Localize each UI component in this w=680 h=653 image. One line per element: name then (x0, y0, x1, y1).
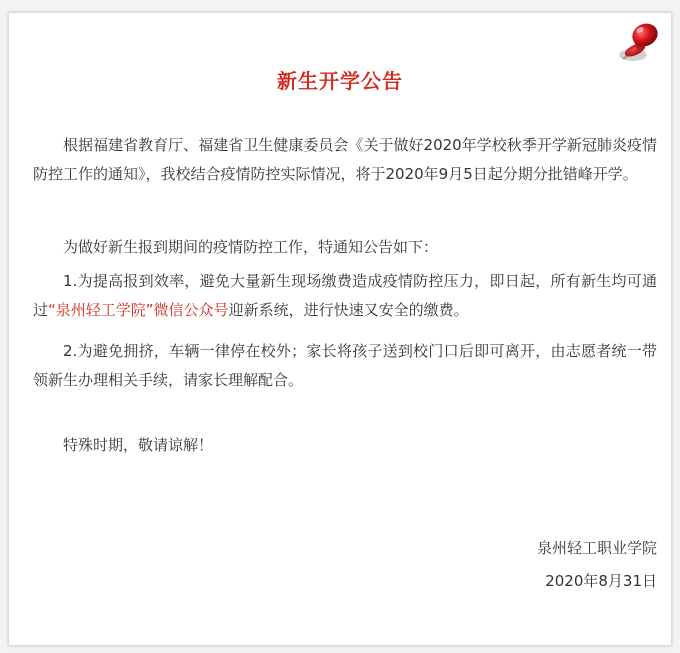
notice-card (8, 12, 672, 646)
signature-date: 2020年8月31日 (545, 572, 657, 590)
notice-title: 新生开学公告 (277, 69, 403, 93)
push-pin-icon (615, 21, 661, 71)
notice-closing (33, 431, 657, 460)
closing-text: 特殊时期，敬请谅解！ (63, 436, 214, 454)
item-text (33, 267, 657, 325)
paragraph-text: 为做好新生报到期间的疫情防控工作，特通知公告如下： (63, 238, 439, 256)
wechat-account-highlight: “泉州轻工学院”微信公众号 (48, 301, 229, 319)
item-text-after: 迎新系统，进行快速又安全的缴费。 (228, 301, 469, 319)
signature-organization: 泉州轻工职业学院 (536, 539, 657, 557)
paragraph-text: 根据福建省教育厅、福建省卫生健康委员会《关于做好2020年学校秋季开学新冠肺炎疫情防控工作的通知》，我校结合疫情防控实际情况，将于2020年9月5日起分期分批错峰开学。 (33, 136, 657, 183)
notice-item-1 (33, 267, 657, 325)
notice-paragraph-intro (33, 131, 657, 189)
item-text-before: 1.为提高报到效率，避免大量新生现场缴费造成疫情防控压力，即日起，所有新生均可通过 (33, 272, 657, 319)
notice-item-2 (33, 337, 657, 395)
item-text: 2.为避免拥挤，车辆一律停在校外；家长将孩子送到校门口后即可离开，由志愿者统一带领新生办理相关手续，请家长理解配合。 (33, 342, 657, 389)
notice-paragraph-announcement (33, 233, 657, 262)
